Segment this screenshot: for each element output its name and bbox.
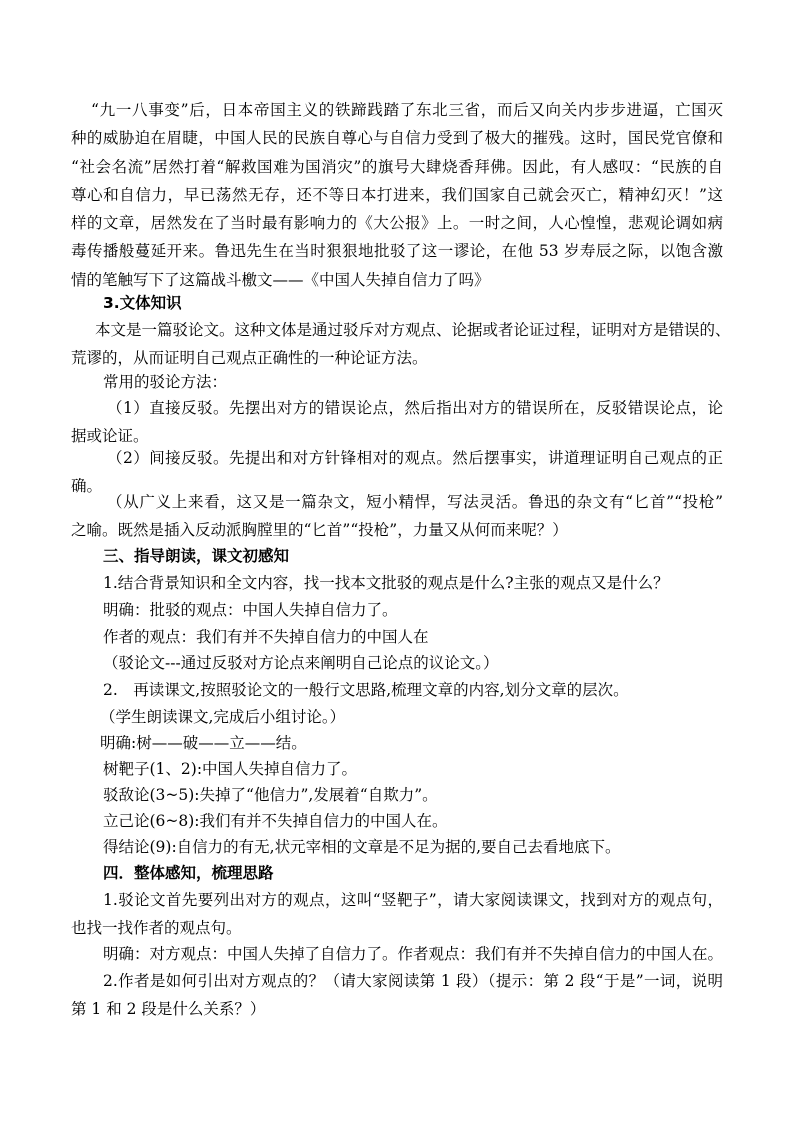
genre-definition [71,316,731,373]
text-line: 常用的驳论方法： [103,373,228,391]
text-line: 明确:树——破——立——结。 [100,734,307,752]
text-line: “九一八事变”后，日本帝国主义的铁蹄践踏了东北三省，而后又向关内步步进逼，亡国灭 [91,101,723,119]
text-line: 立己论(6~8):我们有并不失掉自信力的中国人在。 [103,812,448,830]
method-direct [71,394,723,451]
answer-1-note [103,649,723,677]
section-heading [103,289,503,317]
structure-2 [103,781,723,809]
text-line: 第 1 和 2 段是什么关系？） [71,1000,266,1019]
text-line: 本文是一篇驳论文。这种文体是通过驳斥对方观点、论据或者论证过程，证明对方是错误的、 [95,321,731,339]
answer-1 [103,596,723,624]
text-line: 1.驳论文首先要列出对方的观点，这叫“竖靶子”，请大家阅读课文，找到对方的观点句， [103,891,723,909]
text-line: 据或论证。 [71,427,149,446]
text-line: 2. 再读课文,按照驳论文的一般行文思路,梳理文章的内容,划分文章的层次。 [103,681,629,699]
structure-3 [103,807,723,835]
answer-2 [100,729,720,757]
text-line: 作者的观点：我们有并不失掉自信力的中国人在 [103,628,429,646]
section4-answer-1 [103,940,723,968]
text-line: 也找一找作者的观点句。 [71,919,242,938]
text-line: 之喻。既然是插入反动派胸膛里的“匕首”“投枪”，力量又从何而来呢？） [71,521,568,540]
heading-text: 3.文体知识 [103,294,182,312]
text-line: 种的威胁迫在眉睫，中国人民的民族自尊心与自信力受到了极大的摧残。这时，国民党官僚和 [71,129,723,148]
heading-text: 四．整体感知，梳理思路 [103,864,274,882]
text-line: （驳论文---通过反驳对方论点来阐明自己论点的议论文。） [103,654,499,672]
text-line: 确。 [71,477,103,496]
answer-1-author [103,623,723,651]
text-line: （1）直接反驳。先摆出对方的错误论点，然后指出对方的错误所在，反驳错误论点，论 [107,399,723,417]
text-line: 尊心和自信力，早已荡然无存，还不等日本打进来，我们国家自己就会灭亡，精神幻灭！”这 [71,185,723,204]
text-line: 驳敌论(3~5):失掉了“他信力”,发展着“自欺力”。 [103,786,438,804]
section4-question-1 [71,886,723,943]
text-line: 树靶子(1、2):中国人失掉自信力了。 [103,760,358,778]
genre-note [71,488,723,545]
text-line: 毒传播般蔓延开来。鲁迅先生在当时狠狠地批驳了这一谬论，在他 53 岁寿辰之际，以饱含激 [71,242,723,261]
question-2-note [100,703,720,731]
question-1 [103,569,723,597]
text-line: “社会名流”居然打着“解救国难为国消灾”的旗号大肆烧香拜佛。因此，有人感叹：“民族的自 [71,157,723,176]
text-line: 荒谬的，从而证明自己观点正确性的一种论证方法。 [71,349,428,368]
text-line: 明确：对方观点：中国人失掉了自信力了。作者观点：我们有并不失掉自信力的中国人在。 [103,945,724,963]
text-line: （学生朗读课文,完成后小组讨论。） [100,708,346,726]
intro-paragraph [71,96,723,294]
text-line: 1.结合背景知识和全文内容，找一找本文批驳的观点是什么?主张的观点又是什么？ [103,574,669,592]
question-2 [103,676,723,704]
structure-4 [103,833,723,861]
text-line: 得结论(9):自信力的有无,状元宰相的文章是不足为据的,要自己去看地底下。 [103,838,621,856]
text-line: 情的笔触写下了这篇战斗檄文——《中国人失掉自信力了吗》 [71,270,490,289]
section4-question-2 [71,967,723,1024]
text-line: （从广义上来看，这又是一篇杂文，短小精悍，写法灵活。鲁迅的杂文有“匕首”“投枪” [107,493,723,511]
text-line: 明确：批驳的观点：中国人失掉自信力了。 [103,601,398,619]
heading-text: 三、指导朗读，课文初感知 [103,547,290,565]
section-heading [103,859,503,887]
text-line: （2）间接反驳。先提出和对方针锋相对的观点。然后摆事实，讲道理证明自己观点的正 [107,449,723,467]
section-heading [103,542,503,570]
structure-1 [103,755,723,783]
methods-title [103,368,503,396]
text-line: 样的文章，居然发在了当时最有影响力的《大公报》上。一时之间，人心惶惶，悲观论调如病 [71,214,723,233]
text-line: 2.作者是如何引出对方观点的？（请大家阅读第 1 段）（提示：第 2 段“于是”一词，说明 [103,972,723,990]
